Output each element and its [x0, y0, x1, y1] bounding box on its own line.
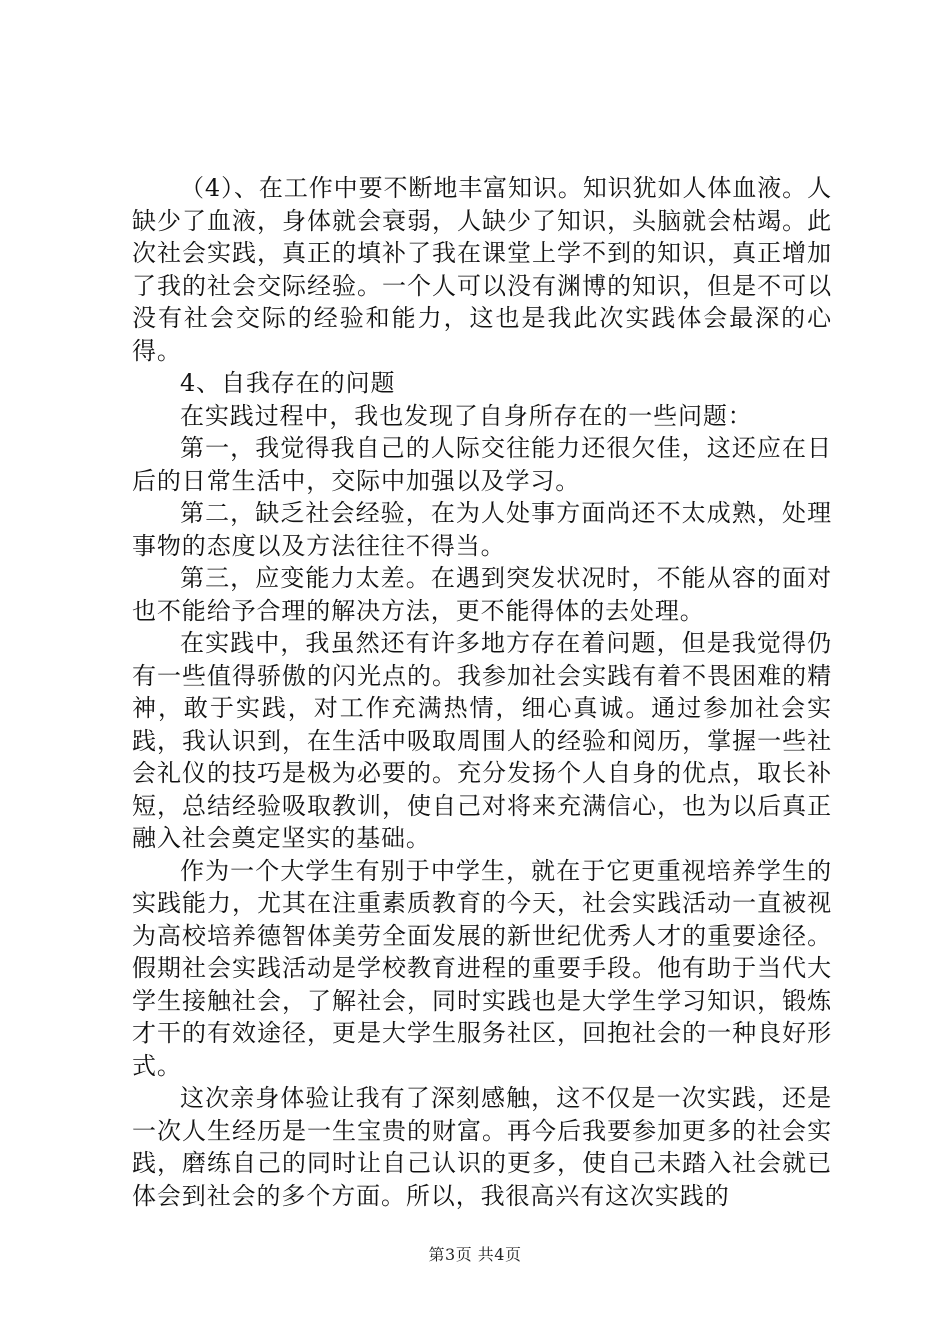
- paragraph-first-problem: 第一，我觉得我自己的人际交往能力还很欠佳，这还应在日后的日常生活中，交际中加强以及学习。: [132, 434, 832, 495]
- paragraph-knowledge: （4）、在工作中要不断地丰富知识。知识犹如人体血液。人缺少了血液，身体就会衰弱，人缺少了知识，头脑就会枯竭。此次社会实践，真正的填补了我在课堂上学不到的知识，真正增加了我的社会交际经验。一个人可以没有渊博的知识，但是不可以没有社会交际的经验和能力，这也是我此次实践体会最深的心得。: [132, 174, 832, 365]
- paragraph-conclusion: 这次亲身体验让我有了深刻感触，这不仅是一次实践，还是一次人生经历是一生宝贵的财富。再今后我要参加更多的社会实践，磨练自己的同时让自己认识的更多，使自己未踏入社会就已体会到社会的多个方面。所以，我很高兴有这次实践的: [132, 1084, 832, 1210]
- paragraph-second-problem: 第二，缺乏社会经验，在为人处事方面尚还不太成熟，处理事物的态度以及方法往往不得当。: [132, 499, 832, 560]
- paragraph-intro-problems: 在实践过程中，我也发现了自身所存在的一些问题：: [180, 401, 753, 430]
- paragraph-third-problem: 第三，应变能力太差。在遇到突发状况时，不能从容的面对也不能给予合理的解决方法，更不能得体的去处理。: [132, 564, 832, 625]
- paragraph-highlights: 在实践中，我虽然还有许多地方存在着问题，但是我觉得仍有一些值得骄傲的闪光点的。我参加社会实践有着不畏困难的精神，敢于实践，对工作充满热情，细心真诚。通过参加社会实践，我认识到，在生活中吸取周围人的经验和阅历，掌握一些社会礼仪的技巧是极为必要的。充分发扬个人自身的优点，取长补短，总结经验吸取教训，使自己对将来充满信心，也为以后真正融入社会奠定坚实的基础。: [132, 629, 832, 852]
- document-body: [132, 172, 832, 1212]
- section-heading-problems: 4、自我存在的问题: [180, 369, 396, 397]
- paragraph-college-practice: 作为一个大学生有别于中学生，就在于它更重视培养学生的实践能力，尤其在注重素质教育的今天，社会实践活动一直被视为高校培养德智体美劳全面发展的新世纪优秀人才的重要途径。假期社会实践活动是学校教育进程的重要手段。他有助于当代大学生接触社会，了解社会，同时实践也是大学生学习知识，锻炼才干的有效途径，更是大学生服务社区，回抱社会的一种良好形式。: [132, 856, 832, 1080]
- page-number-footer: 第3页 共4页: [428, 1245, 522, 1264]
